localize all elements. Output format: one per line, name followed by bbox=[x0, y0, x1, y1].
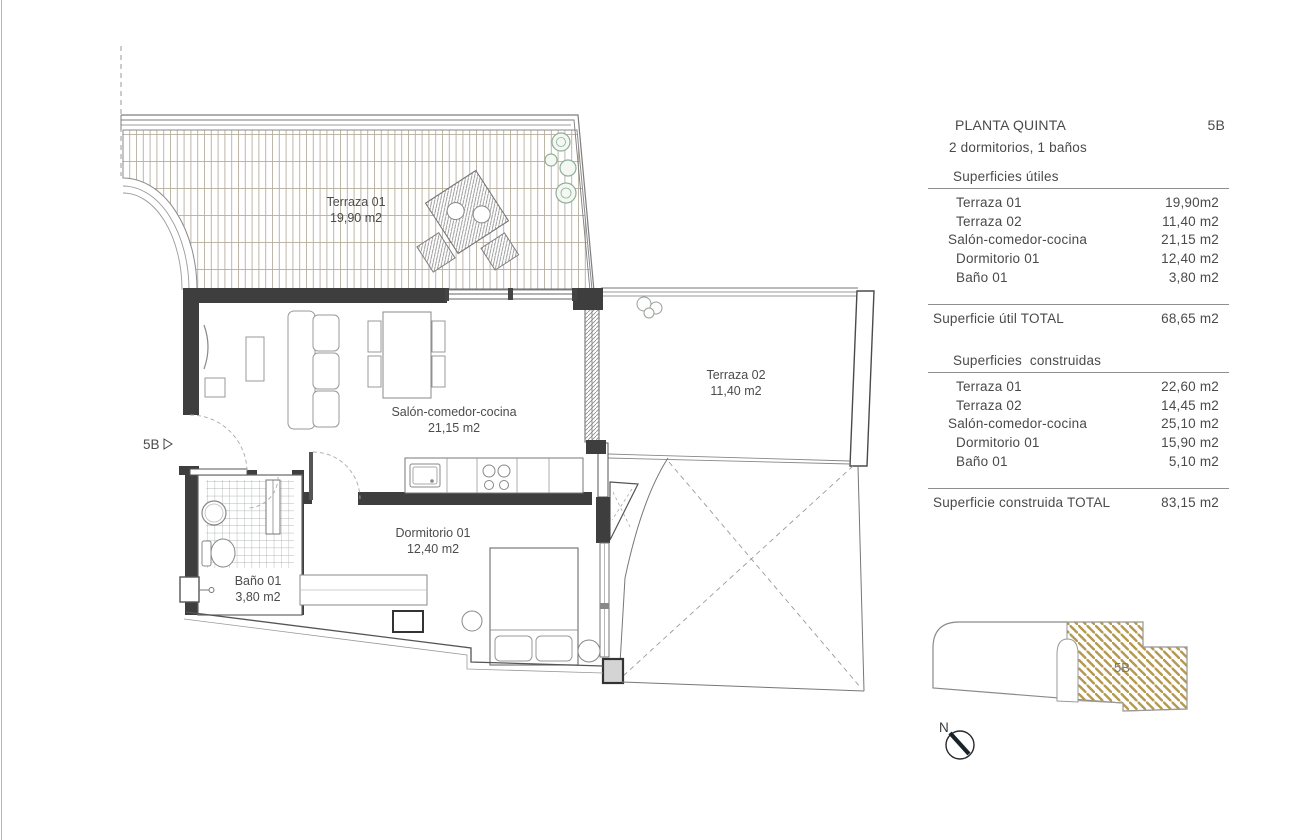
bedroom-door bbox=[309, 452, 360, 500]
table-row: Salón-comedor-cocina 21,15 m2 bbox=[948, 232, 1219, 248]
room-label-bano-area: 3,80 m2 bbox=[235, 590, 281, 604]
stair-core-outline bbox=[1057, 639, 1078, 702]
useful-areas-table bbox=[928, 193, 1229, 287]
table-row: Terraza 02 11,40 m2 bbox=[956, 213, 1219, 229]
key-plan bbox=[925, 608, 1205, 783]
table-row: Salón-comedor-cocina 25,10 m2 bbox=[948, 416, 1219, 432]
table-row: Baño 01 3,80 m2 bbox=[956, 270, 1219, 286]
room-label-terraza02-area: 11,40 m2 bbox=[710, 384, 762, 398]
room-label-salon-name: Salón-comedor-cocina bbox=[391, 405, 517, 419]
table-row: Terraza 01 22,60 m2 bbox=[956, 378, 1219, 394]
north-arrow-icon bbox=[939, 720, 974, 759]
divider bbox=[928, 188, 1229, 189]
curved-wall-piece bbox=[588, 443, 638, 540]
corner-pillar bbox=[603, 659, 623, 683]
area-summary-panel bbox=[928, 117, 1229, 510]
room-label-bano-name: Baño 01 bbox=[234, 574, 282, 588]
sofa bbox=[288, 311, 339, 429]
room-label-dormitorio-area: 12,40 m2 bbox=[406, 542, 460, 556]
terraza-02-plant-icon bbox=[637, 297, 662, 318]
table-row: Dormitorio 01 12,40 m2 bbox=[956, 251, 1219, 267]
sliding-door bbox=[585, 308, 599, 442]
dining-table-set bbox=[368, 312, 445, 398]
useful-total-row: Superficie útil TOTAL 68,65 m2 bbox=[933, 310, 1219, 326]
pillar bbox=[393, 611, 423, 632]
page-title: PLANTA QUINTA bbox=[955, 117, 1066, 133]
entrance-arrow-icon bbox=[164, 439, 172, 449]
bedside-table bbox=[462, 611, 482, 631]
bedside-table bbox=[578, 640, 600, 662]
toilet-icon bbox=[202, 539, 235, 567]
spacer bbox=[928, 326, 1229, 353]
svg-text:N: N bbox=[939, 720, 949, 735]
bed bbox=[490, 548, 578, 665]
room-label-terraza01-name: Terraza 01 bbox=[326, 195, 386, 209]
room-label-terraza02-name: Terraza 02 bbox=[706, 368, 766, 382]
terraza-01-floor bbox=[123, 130, 592, 290]
entrance-unit-label: 5B bbox=[143, 437, 160, 452]
table-row: Terraza 02 14,45 m2 bbox=[956, 397, 1219, 413]
table-row: Baño 01 5,10 m2 bbox=[956, 453, 1219, 469]
spacer bbox=[928, 471, 1229, 484]
table-row: Dormitorio 01 15,90 m2 bbox=[956, 435, 1219, 451]
tv-icon bbox=[204, 325, 208, 369]
divider bbox=[928, 372, 1229, 373]
built-areas-heading: Superficies construidas bbox=[953, 352, 1102, 368]
void-area bbox=[619, 458, 864, 691]
built-areas-table bbox=[928, 377, 1229, 471]
useful-areas-heading: Superficies útiles bbox=[953, 169, 1059, 184]
entry-cabinet bbox=[205, 378, 225, 397]
built-total-row: Superficie construida TOTAL 83,15 m2 bbox=[933, 494, 1219, 510]
keyplan-unit-label: 5B bbox=[1114, 660, 1130, 675]
room-label-salon-area: 21,15 m2 bbox=[427, 421, 481, 435]
kitchen-counter bbox=[405, 458, 583, 493]
room-label-dormitorio-name: Dormitorio 01 bbox=[395, 526, 471, 540]
unit-badge: 5B bbox=[1207, 117, 1225, 133]
unit-summary: 2 dormitorios, 1 baños bbox=[949, 140, 1087, 155]
plan-header bbox=[928, 117, 1229, 133]
dormitorio-window bbox=[600, 543, 609, 657]
washbasin-icon bbox=[202, 501, 226, 525]
table-row: Terraza 01 19,90m2 bbox=[956, 194, 1219, 210]
spacer bbox=[928, 287, 1229, 300]
wardrobe bbox=[300, 575, 427, 605]
sideboard bbox=[246, 337, 264, 381]
room-label-terraza01-area: 19,90 m2 bbox=[329, 211, 383, 225]
